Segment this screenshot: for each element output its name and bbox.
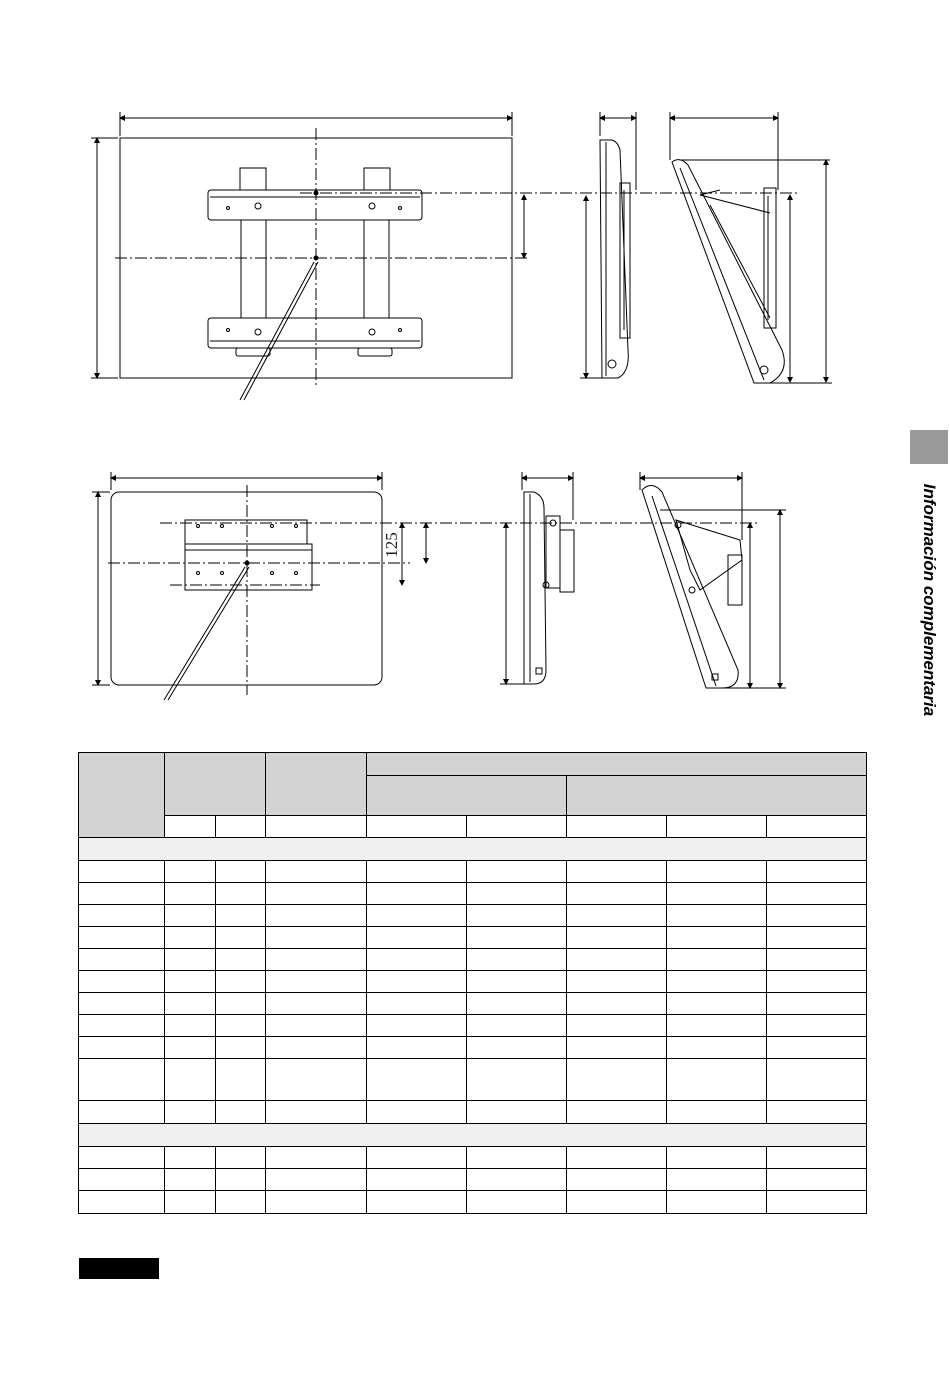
table-cell [216, 905, 266, 927]
table-cell [165, 1101, 216, 1124]
table-cell [667, 1037, 767, 1059]
table-cell [767, 861, 867, 883]
table-cell [667, 1169, 767, 1191]
header-cell [165, 816, 216, 838]
table-cell [216, 1169, 266, 1191]
table-cell [767, 1037, 867, 1059]
table-cell [165, 861, 216, 883]
table-cell [767, 1191, 867, 1214]
table-cell [767, 971, 867, 993]
table-cell [367, 927, 467, 949]
table-cell [216, 1037, 266, 1059]
table-cell [567, 883, 667, 905]
table-cell [767, 949, 867, 971]
table-cell [667, 1101, 767, 1124]
table-cell [266, 1015, 367, 1037]
table-cell [467, 1147, 567, 1169]
header-cell [767, 816, 867, 838]
header-cell-sub-b [567, 776, 867, 816]
table-cell [79, 949, 165, 971]
table-cell [667, 993, 767, 1015]
table-cell [567, 1169, 667, 1191]
table-cell [79, 993, 165, 1015]
table-row [79, 949, 867, 971]
table-cell [216, 1191, 266, 1214]
table-cell [216, 861, 266, 883]
header-cell [467, 816, 567, 838]
table-cell [367, 1147, 467, 1169]
table-cell [667, 971, 767, 993]
table-cell [767, 883, 867, 905]
table-cell [79, 1015, 165, 1037]
table-cell [367, 971, 467, 993]
side-view-top-tilted [670, 112, 832, 383]
table-cell [467, 1191, 567, 1214]
table-cell [467, 1101, 567, 1124]
header-cell-center [266, 753, 367, 816]
section-label [79, 1124, 867, 1147]
table-cell [467, 905, 567, 927]
table-cell [767, 905, 867, 927]
table-cell [667, 883, 767, 905]
table-cell [165, 1147, 216, 1169]
table-cell [767, 1147, 867, 1169]
table-cell [567, 927, 667, 949]
table-cell [667, 1059, 767, 1101]
table-cell [667, 905, 767, 927]
table-cell [767, 1101, 867, 1124]
table-cell [367, 993, 467, 1015]
table-cell [266, 949, 367, 971]
table-cell [266, 1191, 367, 1214]
table-cell [467, 971, 567, 993]
table-row [79, 993, 867, 1015]
table-header-row-1 [79, 753, 867, 776]
table-row [79, 1169, 867, 1191]
table-cell [367, 861, 467, 883]
table-cell [79, 927, 165, 949]
table-row [79, 1101, 867, 1124]
table-cell [266, 905, 367, 927]
table-cell [567, 1037, 667, 1059]
front-view-bottom [92, 472, 760, 700]
table-cell [567, 971, 667, 993]
table-cell [216, 1015, 266, 1037]
table-cell [667, 927, 767, 949]
dimension-label-125: 125 [382, 532, 401, 558]
table-row [79, 1147, 867, 1169]
table-cell [667, 1147, 767, 1169]
table-cell [367, 1059, 467, 1101]
table-cell [767, 1169, 867, 1191]
table-cell [79, 861, 165, 883]
table-cell [767, 927, 867, 949]
header-cell [216, 816, 266, 838]
table-cell [165, 1037, 216, 1059]
table-cell [165, 949, 216, 971]
table-cell [367, 1037, 467, 1059]
table-row [79, 1015, 867, 1037]
header-cell-sub-a [367, 776, 567, 816]
header-cell-size [165, 753, 266, 816]
table-cell [79, 971, 165, 993]
header-cell-model [79, 753, 165, 838]
table-cell [165, 1169, 216, 1191]
table-cell [266, 927, 367, 949]
table-cell [567, 861, 667, 883]
header-cell [567, 816, 667, 838]
table-cell [165, 1015, 216, 1037]
table-cell [367, 949, 467, 971]
table-cell [567, 1015, 667, 1037]
table-cell [165, 993, 216, 1015]
table-cell [79, 1191, 165, 1214]
table-cell [467, 883, 567, 905]
table-cell [79, 883, 165, 905]
table-cell [567, 1147, 667, 1169]
table-cell [266, 1169, 367, 1191]
header-cell [266, 816, 367, 838]
table-cell [467, 993, 567, 1015]
header-cell [667, 816, 767, 838]
table-cell [667, 949, 767, 971]
table-cell [79, 1037, 165, 1059]
table-cell [467, 1037, 567, 1059]
table-row [79, 927, 867, 949]
table-cell [767, 1059, 867, 1101]
table-cell [467, 949, 567, 971]
table-cell [79, 1169, 165, 1191]
table-cell [567, 1101, 667, 1124]
table-cell [367, 1015, 467, 1037]
table-row [79, 883, 867, 905]
table-cell [367, 905, 467, 927]
table-cell [165, 971, 216, 993]
table-cell [165, 883, 216, 905]
table-section-row [79, 838, 867, 861]
table-cell [367, 1191, 467, 1214]
table-row [79, 1191, 867, 1214]
front-view-top [91, 112, 800, 400]
table-cell [79, 1147, 165, 1169]
table-row [79, 905, 867, 927]
table-row [79, 1037, 867, 1059]
table-cell [216, 1147, 266, 1169]
table-cell [567, 993, 667, 1015]
table-cell [567, 1059, 667, 1101]
table-cell [216, 1059, 266, 1101]
table-cell [467, 1169, 567, 1191]
table-cell [266, 993, 367, 1015]
table-cell [216, 971, 266, 993]
table-header-row-3 [79, 816, 867, 838]
section-title-vertical: Información complementaria [920, 483, 939, 717]
side-view-bottom-tilted [640, 472, 786, 688]
side-view-bottom-flat [500, 472, 574, 684]
table-cell [567, 905, 667, 927]
table-cell [667, 1015, 767, 1037]
table-cell [367, 1101, 467, 1124]
header-cell-group [367, 753, 867, 776]
note-label-box [79, 1258, 159, 1279]
table-cell [467, 861, 567, 883]
header-cell [367, 816, 467, 838]
table-cell [467, 1015, 567, 1037]
side-view-top-flat [580, 112, 636, 378]
table-cell [767, 1015, 867, 1037]
table-cell [667, 861, 767, 883]
table-cell [367, 883, 467, 905]
dimensions-table [78, 752, 867, 1214]
table-cell [165, 905, 216, 927]
table-cell [165, 1191, 216, 1214]
table-cell [79, 1101, 165, 1124]
table-row [79, 1059, 867, 1101]
table-cell [266, 1147, 367, 1169]
table-cell [367, 1169, 467, 1191]
table-cell [467, 927, 567, 949]
table-cell [79, 905, 165, 927]
table-cell [79, 1059, 165, 1101]
table-cell [567, 1191, 667, 1214]
table-cell [266, 1101, 367, 1124]
table-cell [216, 993, 266, 1015]
table-cell [216, 883, 266, 905]
table-cell [266, 861, 367, 883]
section-label [79, 838, 867, 861]
table-cell [567, 949, 667, 971]
table-cell [165, 1059, 216, 1101]
table-cell [216, 949, 266, 971]
table-cell [467, 1059, 567, 1101]
table-cell [266, 1037, 367, 1059]
table-cell [266, 971, 367, 993]
table-cell [266, 883, 367, 905]
table-row [79, 971, 867, 993]
table-section-row [79, 1124, 867, 1147]
table-cell [216, 927, 266, 949]
table-cell [667, 1191, 767, 1214]
table-row [79, 861, 867, 883]
section-tab [910, 430, 948, 464]
table-cell [165, 927, 216, 949]
table-cell [216, 1101, 266, 1124]
table-cell [767, 993, 867, 1015]
table-cell [266, 1059, 367, 1101]
